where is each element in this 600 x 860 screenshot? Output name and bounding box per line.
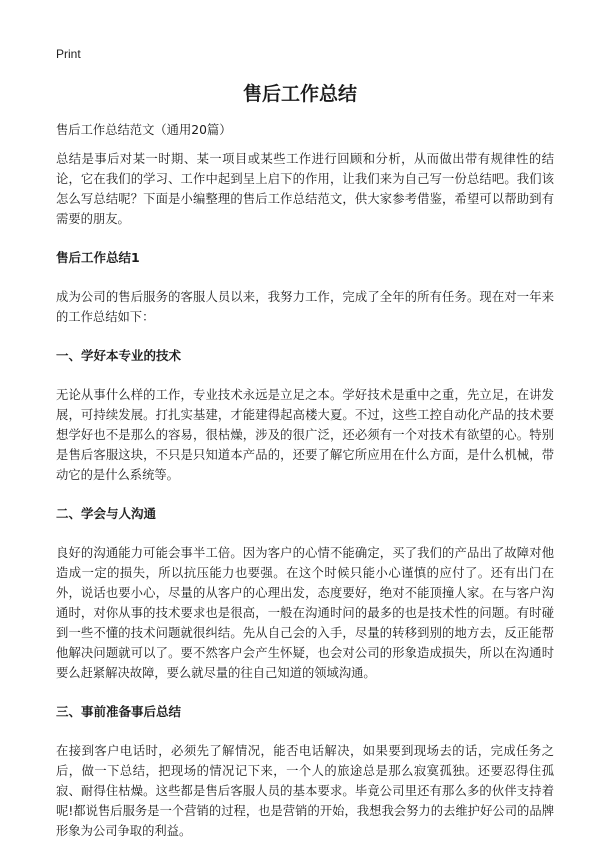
section-heading-1: 一、学好本专业的技术	[56, 348, 182, 363]
document-subtitle: 售后工作总结范文（通用20篇）	[56, 123, 232, 137]
print-link[interactable]: Print	[56, 47, 81, 61]
section-body-3: 在接到客户电话时，必须先了解情况，能否电话解决，如果要到现场去的话，完成任务之后，做一下总结，把现场的情况记下来，一个人的旅途总是那么寂寞孤独。还要忍得住孤寂、耐得住枯燥。这些都是售后客服人员的基本要求。毕竟公司里还有那么多的伙伴支持着呢!都说售后服务是一个营销的过程，也是营销的开始，我想我会努力的去维护好公司的品牌形象为公司争取的利益。	[56, 744, 554, 838]
section-body-1: 无论从事什么样的工作，专业技术永远是立足之本。学好技术是重中之重，先立足，在讲发展，可持续发展。打扎实基建，才能建得起高楼大夏。不过，这些工控自动化产品的技术要想学好也不是那么的容易，很枯燥，涉及的很广泛，还必须有一个对技术有欲望的心。特别是售后客服这块，不只是只知道本产品的，还要了解它所应用在什么方面，是什么机械，带动它的是什么系统等。	[56, 388, 554, 482]
intro-paragraph: 总结是事后对某一时期、某一项目或某些工作进行回顾和分析，从而做出带有规律性的结论，它在我们的学习、工作中起到呈上启下的作用，让我们来为自己写一份总结吧。我们该怎么写总结呢？下面是小编整理的售后工作总结范文，供大家参考借鉴，希望可以帮助到有需要的朋友。	[56, 152, 554, 226]
section-heading-2: 二、学会与人沟通	[56, 506, 157, 521]
section-heading-3: 三、事前准备事后总结	[56, 704, 182, 719]
page-title: 售后工作总结	[242, 83, 357, 105]
article-intro-paragraph: 成为公司的售后服务的客服人员以来，我努力工作，完成了全年的所有任务。现在对一年来的工作总结如下：	[56, 290, 554, 324]
section-body-2: 良好的沟通能力可能会事半工倍。因为客户的心情不能确定，买了我们的产品出了故障对他造成一定的损失，所以抗压能力也要强。在这个时候只能小心谨慎的应付了。还有出门在外，说话也要小心，尽量的从客户的心理出发，态度要好，绝对不能顶撞人家。在与客户沟通时，对你从事的技术要求也是很高，一般在沟通时问的最多的也是技术性的问题。有时碰到一些不懂的技术问题就很纠结。先从自己会的入手，尽量的转移到别的地方去，反正能帮他解决问题就可以了。要不然客户会产生怀疑，也会对公司的形象造成损失，所以在沟通时要么赶紧解决故障，要么就尽量的往自己知道的领域沟通。	[56, 546, 554, 680]
document-body	[56, 120, 554, 860]
article-heading: 售后工作总结1	[56, 250, 140, 265]
